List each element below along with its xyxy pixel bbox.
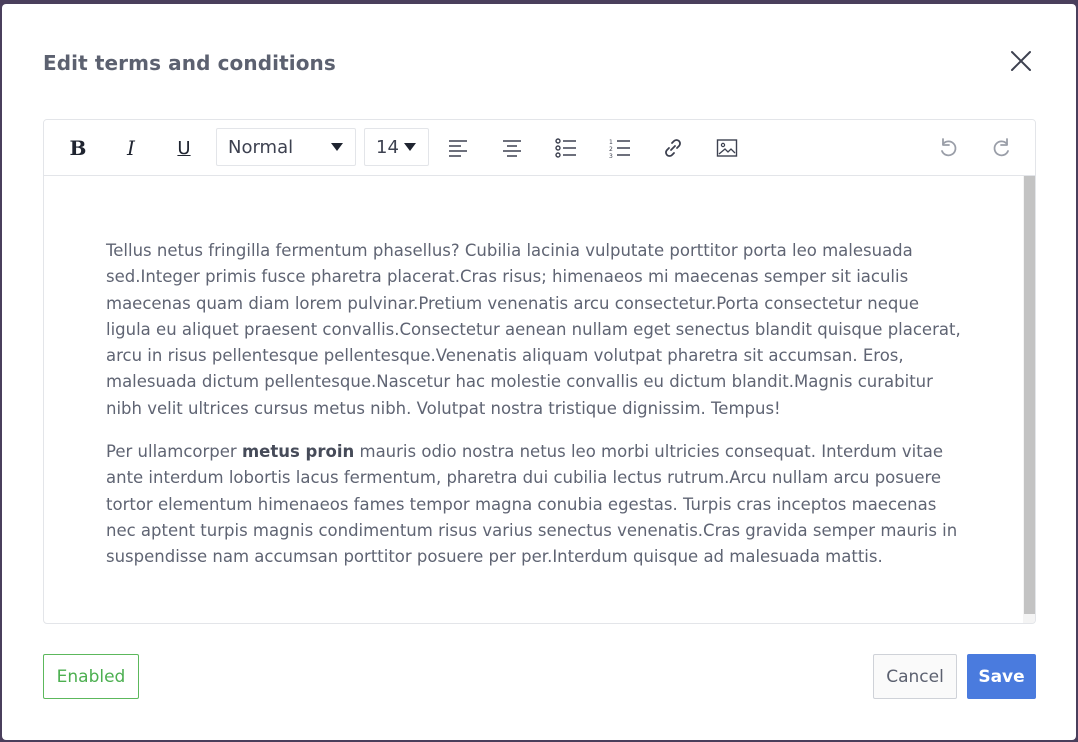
undo-button[interactable]	[930, 130, 966, 166]
paragraph-text: mauris odio nostra netus leo morbi ultricies consequat. Interdum vitae ante interdum lobortis lacus fermentum, pharetra dui cubilia lectus rutrum.Arcu nullam arcu posuere tortor elementum himenaeos fames tempor magna conubia egestas. Turpis cras inceptos maecenas nec aptent turpis magnis condimentum risus varius senectus venenatis.Cras gravida semper mauris in suspendisse nam accumsan porttitor posuere per per.Interdum quisque ad malesuada mattis.	[106, 442, 958, 567]
cancel-button[interactable]: Cancel	[873, 654, 957, 699]
enabled-toggle-button[interactable]: Enabled	[43, 654, 139, 699]
content-paragraph: Tellus netus fringilla fermentum phasellus? Cubilia lacinia vulputate porttitor porta leo malesuada sed.Integer primis fusce pharetra placerat.Cras risus; himenaeos mi maecenas semper sit iaculis maecenas quam diam lorem pulvinar.Pretium venenatis arcu consectetur.Porta consectetur neque ligula eu aliquet praesent convallis.Consectetur aenean nullam eget senectus blandit quisque placerat, arcu in risus pellentesque pellentesque.Venenatis aliquam volutpat pharetra sit accumsan. Eros, malesuada dictum pellentesque.Nascetur hac molestie convallis eu dictum blandit.Magnis curabitur nibh velit ultrices cursus metus nibh. Volutpat nostra tristique dignissim. Tempus!	[106, 241, 961, 418]
align-center-icon	[501, 138, 523, 158]
save-button[interactable]: Save	[967, 654, 1036, 699]
italic-icon: I	[127, 136, 135, 160]
content-paragraph	[106, 439, 962, 570]
redo-button[interactable]	[984, 130, 1020, 166]
bold-text: metus proin	[241, 442, 355, 462]
redo-icon	[991, 137, 1013, 159]
svg-text:3: 3	[609, 153, 613, 158]
font-size-select[interactable]	[364, 128, 429, 166]
bold-button[interactable]	[60, 130, 96, 166]
editor-content[interactable]	[44, 176, 1022, 624]
paragraph-text: Per ullamcorper	[106, 442, 242, 462]
edit-terms-modal	[2, 4, 1076, 740]
format-select-value: Normal	[228, 136, 294, 158]
bullet-list-button[interactable]	[548, 130, 584, 166]
svg-text:1: 1	[609, 139, 613, 146]
bold-icon: B	[69, 136, 87, 160]
numbered-list-icon	[609, 138, 631, 158]
link-button[interactable]	[655, 130, 691, 166]
align-left-button[interactable]	[440, 130, 476, 166]
underline-button[interactable]	[166, 130, 202, 166]
svg-text:2: 2	[609, 146, 613, 153]
numbered-list-button[interactable]	[602, 130, 638, 166]
underline-icon: U	[177, 137, 191, 159]
italic-button[interactable]	[113, 130, 149, 166]
chevron-down-icon	[404, 143, 416, 151]
image-button[interactable]	[709, 130, 745, 166]
editor-toolbar	[44, 120, 1035, 176]
rich-text-editor	[43, 119, 1036, 624]
font-size-select-value: 14	[376, 136, 399, 158]
link-icon	[662, 137, 684, 159]
image-icon	[716, 138, 738, 158]
align-left-icon	[447, 138, 469, 158]
editor-scrollbar[interactable]	[1023, 176, 1036, 624]
undo-icon	[937, 137, 959, 159]
scrollbar-thumb[interactable]	[1024, 176, 1035, 614]
modal-title: Edit terms and conditions	[43, 51, 336, 75]
format-select[interactable]	[216, 128, 356, 166]
bullet-list-icon	[555, 138, 577, 158]
align-center-button[interactable]	[494, 130, 530, 166]
chevron-down-icon	[331, 143, 343, 151]
close-button[interactable]	[1006, 46, 1036, 76]
close-icon	[1010, 50, 1032, 72]
